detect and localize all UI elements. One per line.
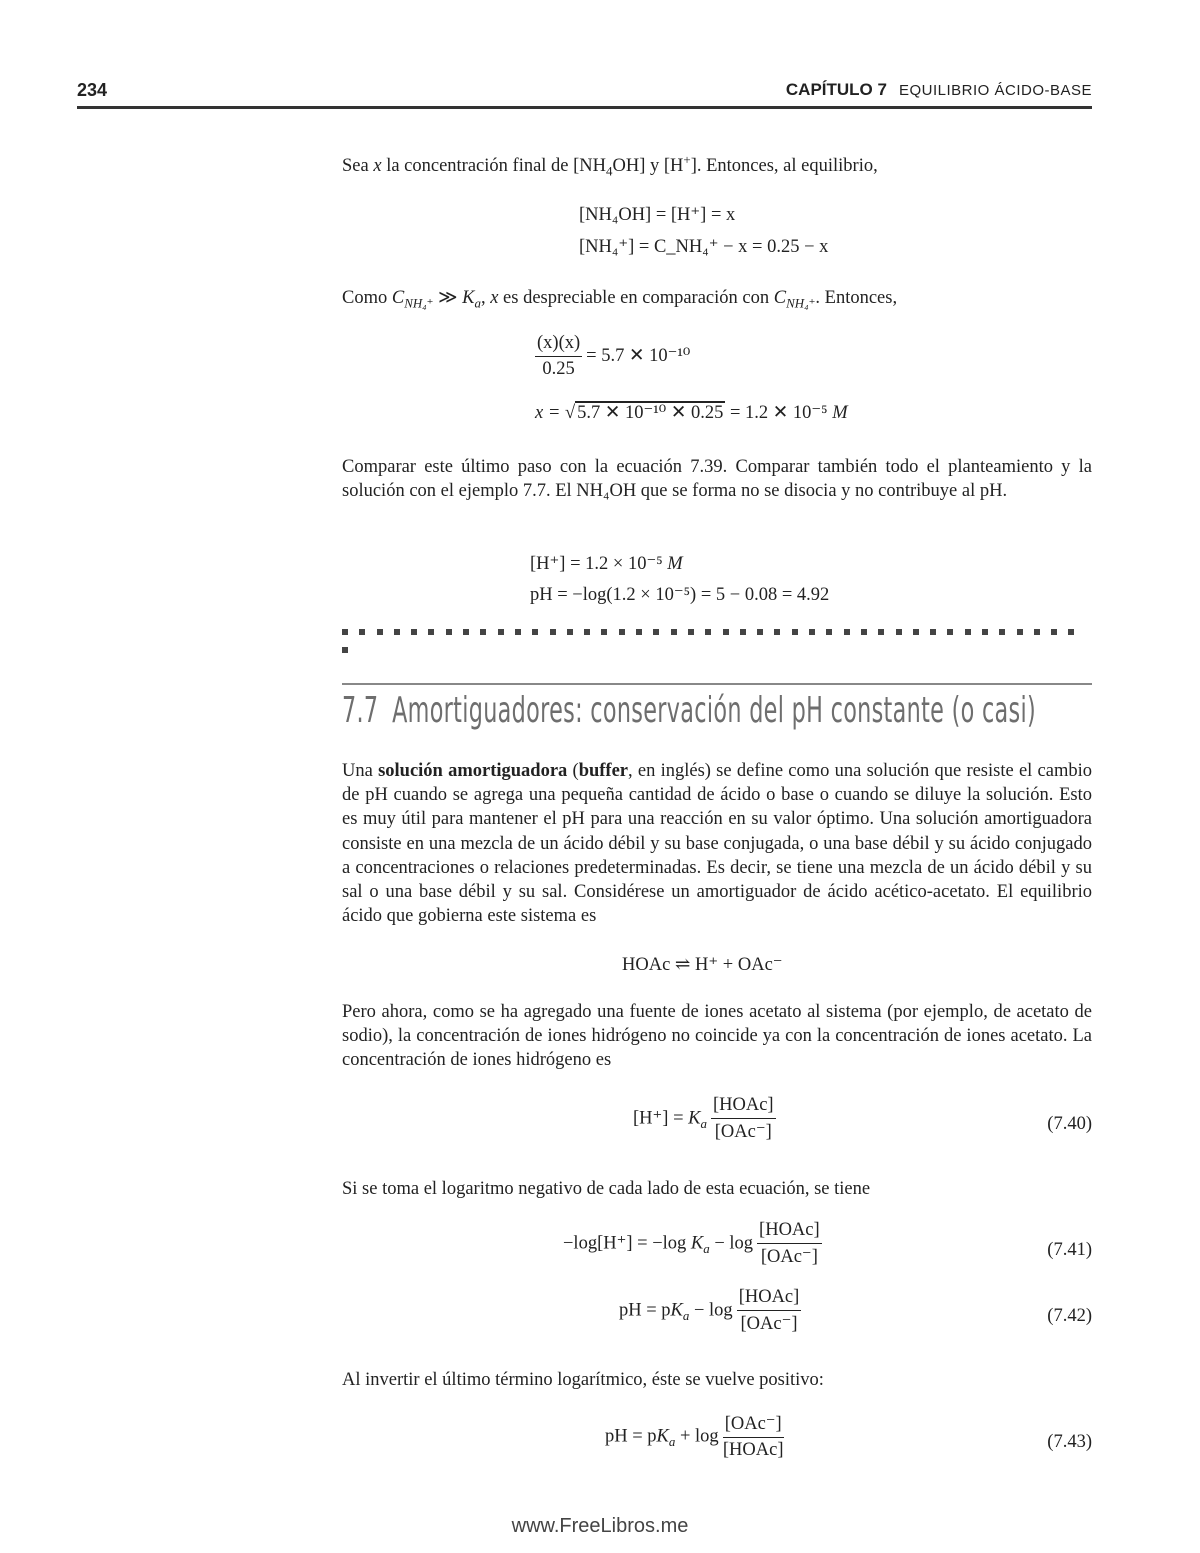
paragraph-4: Una solución amortiguadora (buffer, en inglés) se define como una solución que resiste el cambio de pH cuando se agrega una pequeña cantidad de ácido o base o cuando se diluye la solución. Esto es muy útil para mantener el pH para una reacción en su valor óptimo. Una solución amortiguadora consiste en una mezcla de un ácido débil y su base conjugada, o una base débil y su ácido conjugado a concentraciones o relaciones predeterminadas. Es decir, se tiene una mezcla de un ácido débil y su sal o una base débil y su sal. Considérese un amortiguador de ácido acético-acetato. El equilibrio ácido que gobierna este sistema es [342,761,1092,927]
page-header [77,80,1092,109]
paragraph-3: Comparar este último paso con la ecuación 7.39. Comparar también todo el planteamiento y la solución con el ejemplo 7.7. El NH₄OH que se forma no se disocia y no contribuye al pH. [342,457,1092,502]
section-number: 7.7 [342,690,379,731]
equation-7-43: pH = $pK_a + \log$ $\frac{\text{[OAc⁻]}}{\text{[HOAc]}}$ [605,1414,784,1460]
equation-7-42: pH = $pK_a - \log$ $\frac{\text{[HOAc]}}{\text{[OAc⁻]}}$ [619,1287,800,1334]
chapter-title: EQUILIBRIO ÁCIDO-BASE [898,82,1092,99]
chapter-label: CAPÍTULO 7 [785,80,887,99]
equation-x-solution: x = √ 5.7 ✕ 10⁻¹⁰ ✕ 0.25 = 1.2 ✕ 10⁻⁵ M [535,403,848,423]
running-head [786,80,1092,100]
paragraph-5: Pero ahora, como se ha agregado una fuente de iones acetato al sistema (por ejemplo, de acetato de sodio), la concentración de iones hidrógeno no coincide ya con la concentración de iones acetato. La concentración de iones hidrógeno es [342,1002,1092,1071]
section-title: Amortiguadores: conservación del pH constante (o casi) [392,690,1037,731]
equation-label-7-42: (7.42) [1047,1306,1092,1326]
section-rule [342,683,1092,685]
equation-hoac-equilibrium: HOAc ⇌ H⁺ + OAc⁻ [622,955,783,975]
equation-h-conc: [H⁺] = 1.2 × 10⁻⁵ M [530,554,683,574]
dotted-separator [342,629,1094,637]
paragraph-7: Al invertir el último término logarítmico, éste se vuelve positivo: [342,1370,824,1390]
equation-ph-result: pH = −log(1.2 × 10⁻⁵) = 5 − 0.08 = 4.92 [530,585,830,605]
footer-link[interactable]: www.FreeLibros.me [511,1515,689,1537]
equation-label-7-41: (7.41) [1047,1240,1092,1260]
equation-nh4oh: [NH₄OH] = [H⁺] = x [579,205,736,225]
equation-x-squared: $\frac{(x)(x)}{0.25}$ = 5.7 ✕ 10⁻¹⁰ [537,333,691,379]
paragraph-2: Como $C_{NH_4^+}$ ≫ $K_a$, x es despreciable en comparación con $C_{NH_4^+}$. Entonces, [342,288,898,311]
page-number: 234 [77,80,108,100]
equation-label-7-40: (7.40) [1047,1114,1092,1134]
equation-7-41: −log[H⁺] = −log $K_a - \log$ $\frac{\text{[HOAc]}}{\text{[OAc⁻]}}$ [563,1220,820,1267]
equation-7-40: $[H^+] = K_a$ $\frac{\text{[HOAc]}}{\text{[OAc⁻]}}$ [633,1095,774,1142]
equation-nh4-conc: [NH₄⁺] = C_NH₄⁺ − x = 0.25 − x [579,237,829,257]
section-heading [342,690,1036,731]
paragraph-6: Si se toma el logaritmo negativo de cada lado de esta ecuación, se tiene [342,1179,871,1199]
paragraph-1: Sea x la concentración final de $[NH_4OH]$ y [H+]. Entonces, al equilibrio, [342,151,878,179]
equation-label-7-43: (7.43) [1047,1432,1092,1452]
